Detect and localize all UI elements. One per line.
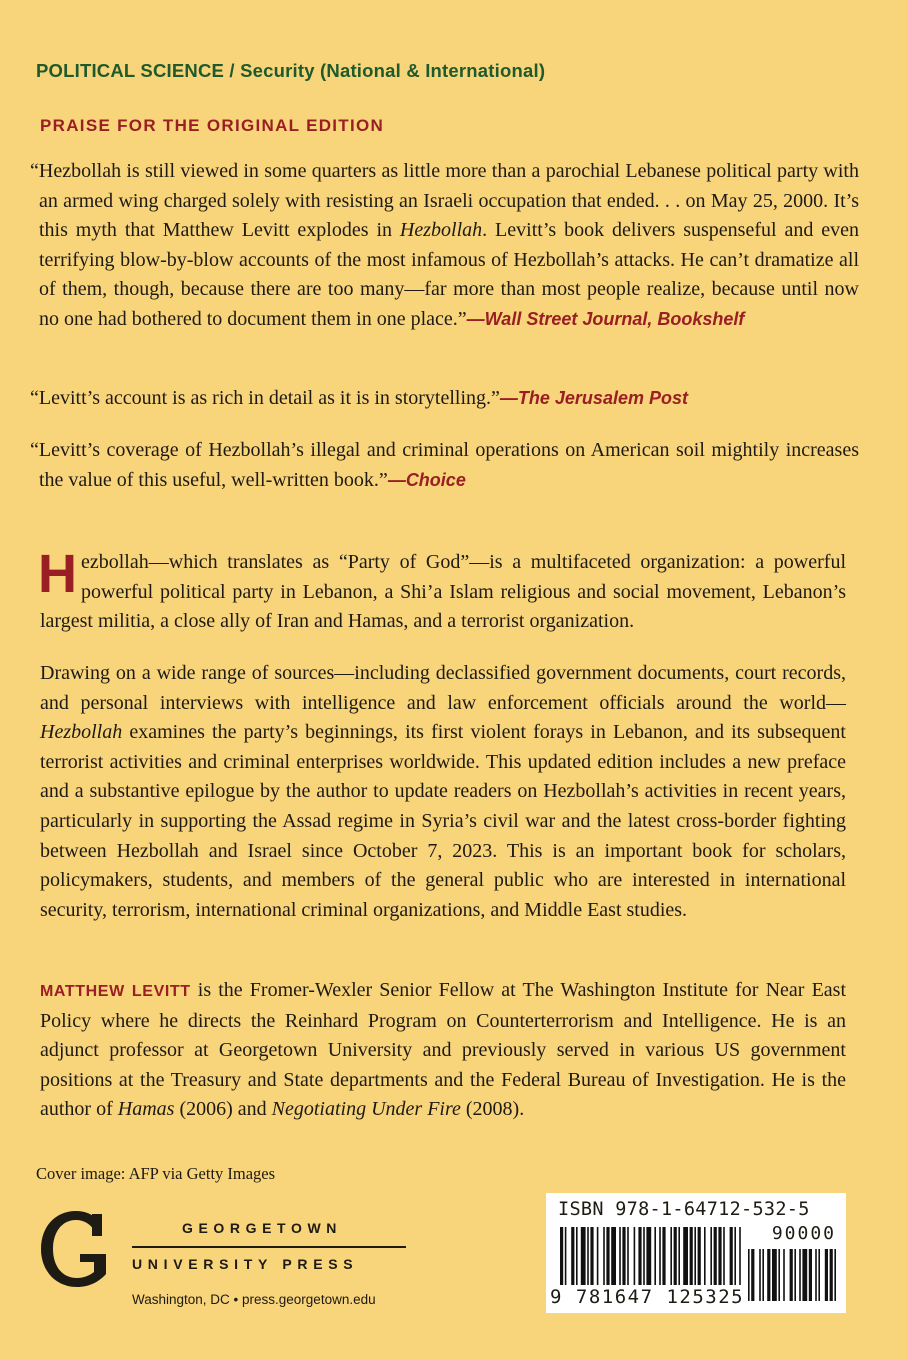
quote-jerusalem-post <box>30 384 859 414</box>
barcode-addon-bar <box>759 1249 761 1301</box>
barcode-addon-bar <box>799 1249 801 1301</box>
bio-text: is the Fromer-Wexler Senior Fellow at The Washington Institute for Near East Policy where he directs the Reinhard Program on Counterterrorism and Intelligence. He is an adjunct professor at Georgetown University and previously served in various US government positions at the Treasury and State departments and the Federal Bureau of Investigation. He is the author of <box>40 979 846 1121</box>
barcode-bar <box>597 1227 599 1285</box>
barcode-box <box>546 1193 846 1313</box>
quote-text: “Levitt’s coverage of Hezbollah’s illegal and criminal operations on American soil mightily increases the value of this useful, well-written book.” <box>30 439 859 491</box>
quote-source: —Wall Street Journal, Bookshelf <box>466 308 745 329</box>
press-address: Washington, DC • press.georgetown.edu <box>132 1292 376 1307</box>
quote-text: “Hezbollah is still viewed in some quarters as little more than a parochial Lebanese political party with an armed wing charged solely with resisting an Israeli occupation that ended. . . on May 25, 2000. It’s this myth that Matthew Levitt explodes in <box>30 160 859 242</box>
barcode-bar <box>704 1227 706 1285</box>
barcode-addon-bar <box>794 1249 796 1301</box>
author-name: MATTHEW LEVITT <box>40 983 191 1000</box>
barcode-bar <box>590 1227 593 1285</box>
barcode-bar <box>603 1227 605 1285</box>
barcode-addon-bar <box>778 1249 780 1301</box>
quote-text: “Levitt’s account is as rich in detail as it is in storytelling.” <box>30 387 500 409</box>
barcode-addon-bar <box>815 1249 817 1301</box>
drop-cap: H <box>38 544 77 604</box>
barcode-bar <box>627 1227 629 1285</box>
barcode-bar <box>634 1227 636 1285</box>
barcode-addon-bar <box>762 1249 764 1301</box>
barcode-bar <box>718 1227 721 1285</box>
praise-heading: PRAISE FOR THE ORIGINAL EDITION <box>40 116 385 135</box>
quote-text: . Levitt’s book delivers suspenseful and even terrifying blow-by-blow accounts of the most infamous of Hezbollah’s attacks. He can’t dramatize all of them, though, because there are too many—far more than most people realize, because until now no one had bothered to document them in one place.” <box>39 219 859 330</box>
barcode-addon-bar <box>802 1249 807 1301</box>
barcode-bar <box>678 1227 680 1285</box>
barcode-addon-bar <box>834 1249 836 1301</box>
book-title-negotiating: Negotiating Under Fire <box>271 1098 461 1121</box>
publisher-logo <box>36 1208 426 1318</box>
press-name-line1: GEORGETOWN <box>182 1220 342 1236</box>
barcode-bar <box>670 1227 672 1285</box>
barcode-bar <box>694 1227 696 1285</box>
barcode-addon-number: 90000 <box>771 1223 836 1244</box>
barcode-bar <box>576 1227 578 1285</box>
author-bio <box>40 976 846 1125</box>
barcode-bar <box>683 1227 688 1285</box>
barcode-addon-bar <box>748 1249 750 1301</box>
press-name-line2: UNIVERSITY PRESS <box>132 1256 359 1272</box>
barcode-addon-bar <box>790 1249 793 1301</box>
barcode-addon-bar <box>809 1249 812 1301</box>
bio-text: (2006) and <box>174 1098 272 1121</box>
bio-text: (2008). <box>460 1098 525 1121</box>
barcode-bar <box>690 1227 693 1285</box>
barcode-bar <box>571 1227 574 1285</box>
barcode-bar <box>611 1227 616 1285</box>
barcode-addon-bar <box>825 1249 828 1301</box>
barcode-bar <box>710 1227 712 1285</box>
description-body <box>40 659 846 925</box>
book-title: Hezbollah <box>40 721 123 744</box>
barcode-bar <box>659 1227 661 1285</box>
barcode-bar <box>581 1227 586 1285</box>
cover-image-credit: Cover image: AFP via Getty Images <box>36 1164 276 1183</box>
barcode-digits: 9 781647 125325 <box>550 1286 745 1308</box>
press-rule <box>132 1246 406 1248</box>
barcode-addon-bar <box>830 1249 833 1301</box>
barcode-bar <box>714 1227 717 1285</box>
barcode-addon-bar <box>751 1249 754 1301</box>
barcode-bar <box>638 1227 641 1285</box>
barcode-bar <box>739 1227 741 1285</box>
quote-source: —Choice <box>387 469 466 490</box>
barcode-bar <box>674 1227 677 1285</box>
barcode-bar <box>654 1227 656 1285</box>
barcode-bar <box>730 1227 733 1285</box>
quote-source: —The Jerusalem Post <box>499 388 688 408</box>
barcode-bar <box>662 1227 665 1285</box>
barcode-bar <box>619 1227 621 1285</box>
barcode-bar <box>606 1227 609 1285</box>
barcode-addon-bar <box>818 1249 820 1301</box>
barcode-bar <box>698 1227 701 1285</box>
barcode-bar <box>622 1227 625 1285</box>
georgetown-g-icon <box>36 1208 116 1290</box>
barcode-bar <box>646 1227 651 1285</box>
description-intro <box>38 544 846 637</box>
barcode-addon-bar <box>783 1249 785 1301</box>
quote-title: Hezbollah <box>399 219 483 242</box>
category-label: POLITICAL SCIENCE / Security (National & International) <box>36 60 546 81</box>
isbn-label: ISBN 978-1-64712-532-5 <box>558 1199 810 1220</box>
barcode-bar <box>723 1227 725 1285</box>
quote-choice <box>30 436 859 495</box>
barcode-bar <box>560 1227 563 1285</box>
barcode-bar <box>565 1227 567 1285</box>
book-title-hamas: Hamas <box>117 1098 175 1121</box>
description-text: examines the party’s beginnings, its first violent forays in Lebanon, and its subsequent terrorist activities and criminal enterprises worldwide. This updated edition includes a new preface and a substantive epilogue by the author to update readers on Hezbollah’s activities in recent years, particularly in supporting the Assad regime in Syria’s civil war and the latest cross-border fighting between Hezbollah and Israel since October 7, 2023. This is an important book for scholars, policymakers, students, and members of the general public who are interested in international security, terrorism, international criminal organizations, and Middle East studies. <box>40 721 846 921</box>
description-text: Drawing on a wide range of sources—including declassified government documents, court records, and personal interviews with intelligence and law enforcement officials around the world— <box>40 662 846 714</box>
barcode-bar <box>734 1227 736 1285</box>
barcode-bar <box>643 1227 645 1285</box>
barcode-addon-bar <box>767 1249 770 1301</box>
barcode-bar <box>587 1227 589 1285</box>
quote-wsj <box>30 157 859 335</box>
description-text: ezbollah—which translates as “Party of God”—is a multifaceted organization: a powerful powerful political party in Lebanon, a Shi’a Islam religious and social movement, Lebanon’s largest militia, a close ally of Iran and Hamas, and a terrorist organization. <box>40 551 846 633</box>
barcode-addon-bar <box>772 1249 777 1301</box>
